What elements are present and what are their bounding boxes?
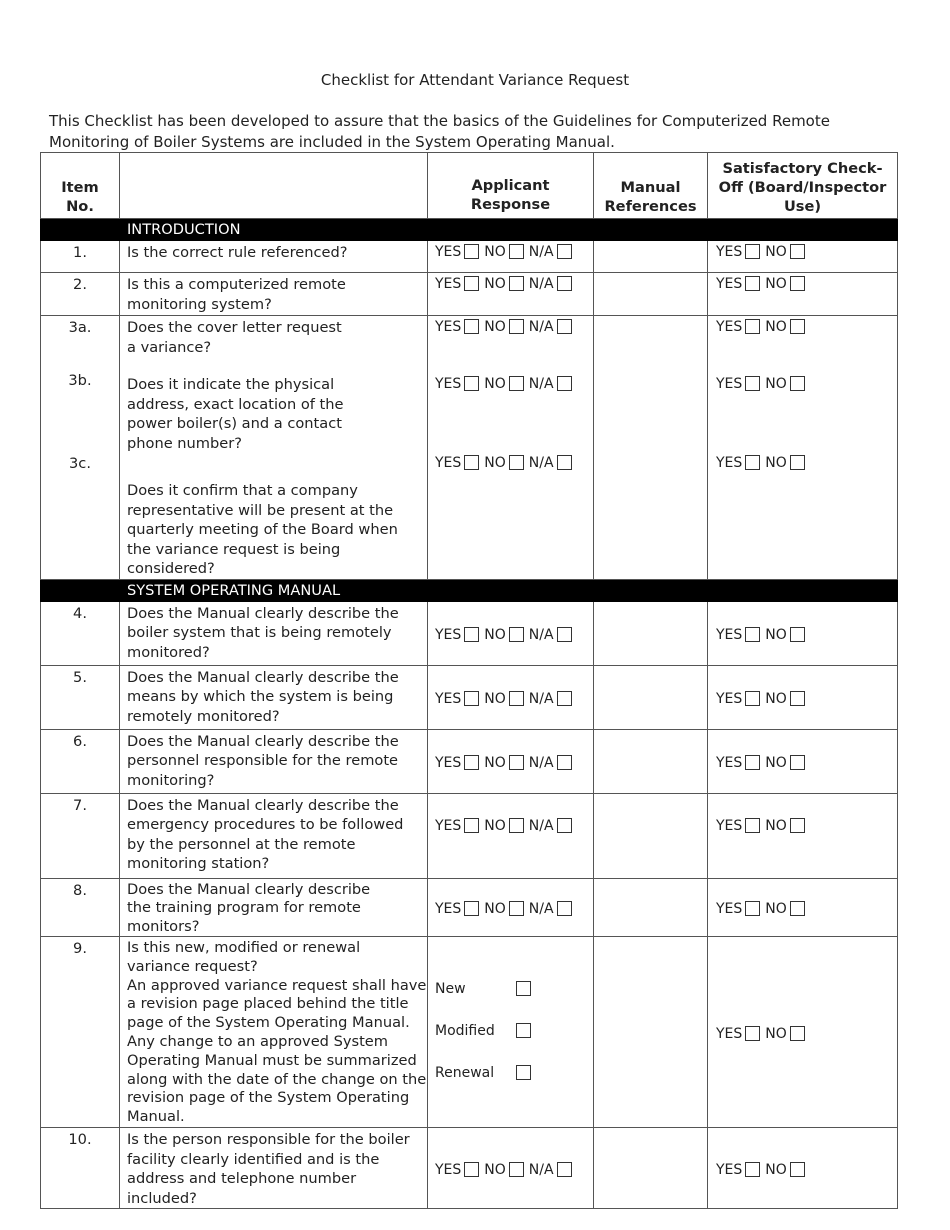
checklist-table [40,152,898,1209]
variance-type-options: New Modified Renewal [428,937,594,1128]
yes-checkbox[interactable] [745,455,760,470]
header-satisfactory: Satisfactory Check-Off (Board/Inspector Use) [708,153,898,219]
yes-checkbox[interactable] [745,1162,760,1177]
yes-checkbox[interactable] [745,276,760,291]
satisfactory-checkoff: YES NO YES NO YES NO [708,316,898,580]
table-row: 10. Is the person responsible for the boiler facility clearly identified and is the address and telephone number included? YES NO N/A YES NO [41,1128,898,1209]
no-checkbox[interactable] [790,1026,805,1041]
applicant-response: YES NO N/A [428,729,594,793]
applicant-response: YES NO N/A [428,1128,594,1209]
no-checkbox[interactable] [790,455,805,470]
na-checkbox[interactable] [557,276,572,291]
manual-reference[interactable] [594,878,708,937]
modified-checkbox[interactable] [516,1023,531,1038]
yes-checkbox[interactable] [464,691,479,706]
na-checkbox[interactable] [557,691,572,706]
satisfactory-checkoff: YES NO [708,601,898,665]
no-checkbox[interactable] [790,376,805,391]
manual-reference[interactable] [594,793,708,878]
no-checkbox[interactable] [509,627,524,642]
manual-reference[interactable] [594,1128,708,1209]
yes-checkbox[interactable] [464,627,479,642]
table-row: 9. Is this new, modified or renewal variance request? An approved variance request shall have a revision page placed behind the title page of the System Operating Manual. Any change to an approved System Operating Manual must be summarized along with the date of the change on the revision page of the System Operating Manual. New Modified Renewal YES NO [41,937,898,1128]
header-row [41,153,898,219]
manual-reference[interactable] [594,241,708,273]
no-checkbox[interactable] [790,627,805,642]
new-checkbox[interactable] [516,981,531,996]
yes-checkbox[interactable] [464,244,479,259]
no-checkbox[interactable] [790,319,805,334]
na-checkbox[interactable] [557,319,572,334]
applicant-response: YES NO N/A [428,273,594,316]
header-item-no: Item No. [41,153,120,219]
no-checkbox[interactable] [790,1162,805,1177]
yes-checkbox[interactable] [464,319,479,334]
section-system-operating-manual: SYSTEM OPERATING MANUAL [41,579,898,601]
no-checkbox[interactable] [790,901,805,916]
yes-checkbox[interactable] [464,1162,479,1177]
applicant-response: YES NO N/A [428,793,594,878]
yes-checkbox[interactable] [745,901,760,916]
yes-checkbox[interactable] [745,244,760,259]
yes-checkbox[interactable] [464,455,479,470]
na-checkbox[interactable] [557,755,572,770]
no-checkbox[interactable] [790,818,805,833]
yes-checkbox[interactable] [745,319,760,334]
no-checkbox[interactable] [509,319,524,334]
satisfactory-checkoff: YES NO [708,729,898,793]
na-checkbox[interactable] [557,455,572,470]
no-checkbox[interactable] [509,818,524,833]
na-checkbox[interactable] [557,818,572,833]
na-checkbox[interactable] [557,627,572,642]
satisfactory-checkoff: YES NO [708,793,898,878]
header-manual: Manual References [594,153,708,219]
table-row: 1. Is the correct rule referenced? YES NO N/A YES NO [41,241,898,273]
na-checkbox[interactable] [557,244,572,259]
no-checkbox[interactable] [509,276,524,291]
manual-reference[interactable] [594,273,708,316]
header-question [120,153,428,219]
no-checkbox[interactable] [509,1162,524,1177]
yes-checkbox[interactable] [464,818,479,833]
table-row: 3a. 3b. 3c. Does the cover letter request a variance? Does it indicate the physical address, exact location of the power boiler(s) and a contact phone number? Does it confirm that a company representative will be present at the quarterly meeting of the Board when the variance request is being considered? YES NO N/A YES NO N/A YES NO N/A YES NO YES NO YES NO [41,316,898,580]
renewal-checkbox[interactable] [516,1065,531,1080]
satisfactory-checkoff: YES NO [708,273,898,316]
satisfactory-checkoff: YES NO [708,878,898,937]
applicant-response: YES NO N/A [428,665,594,729]
no-checkbox[interactable] [509,244,524,259]
no-checkbox[interactable] [509,376,524,391]
yes-checkbox[interactable] [464,901,479,916]
yes-checkbox[interactable] [745,1026,760,1041]
table-row: 5. Does the Manual clearly describe the means by which the system is being remotely monitored? YES NO N/A YES NO [41,665,898,729]
applicant-response: YES NO N/A [428,601,594,665]
table-row: 6. Does the Manual clearly describe the personnel responsible for the remote monitoring? YES NO N/A YES NO [41,729,898,793]
manual-reference[interactable] [594,937,708,1128]
yes-checkbox[interactable] [464,276,479,291]
no-checkbox[interactable] [790,691,805,706]
page-title: Checklist for Attendant Variance Request [320,71,630,89]
satisfactory-checkoff: YES NO [708,1128,898,1209]
manual-reference[interactable] [594,316,708,580]
no-checkbox[interactable] [509,691,524,706]
table-row: 8. Does the Manual clearly describe the training program for remote monitors? YES NO N/A YES NO [41,878,898,937]
yes-checkbox[interactable] [464,376,479,391]
yes-checkbox[interactable] [745,627,760,642]
satisfactory-checkoff: YES NO [708,241,898,273]
manual-reference[interactable] [594,729,708,793]
no-checkbox[interactable] [790,276,805,291]
applicant-response: YES NO N/A [428,241,594,273]
na-checkbox[interactable] [557,901,572,916]
no-checkbox[interactable] [790,244,805,259]
yes-checkbox[interactable] [745,691,760,706]
na-checkbox[interactable] [557,1162,572,1177]
yes-checkbox[interactable] [745,755,760,770]
manual-reference[interactable] [594,665,708,729]
yes-checkbox[interactable] [745,376,760,391]
table-row: 4. Does the Manual clearly describe the boiler system that is being remotely monitored? YES NO N/A YES NO [41,601,898,665]
table-row: 7. Does the Manual clearly describe the emergency procedures to be followed by the personnel at the remote monitoring station? YES NO N/A YES NO [41,793,898,878]
table-row: 2. Is this a computerized remote monitoring system? YES NO N/A YES NO [41,273,898,316]
no-checkbox[interactable] [790,755,805,770]
no-checkbox[interactable] [509,901,524,916]
na-checkbox[interactable] [557,376,572,391]
satisfactory-checkoff: YES NO [708,665,898,729]
header-applicant: Applicant Response [428,153,594,219]
yes-checkbox[interactable] [464,755,479,770]
manual-reference[interactable] [594,601,708,665]
section-introduction: INTRODUCTION [41,219,898,241]
yes-checkbox[interactable] [745,818,760,833]
intro-paragraph: This Checklist has been developed to assure that the basics of the Guidelines for Computerized Remote Monitoring of Boiler Systems are included in the System Operating Manual. [49,112,830,151]
satisfactory-checkoff: YES NO [708,937,898,1128]
no-checkbox[interactable] [509,755,524,770]
applicant-response: YES NO N/A YES NO N/A YES NO N/A [428,316,594,580]
no-checkbox[interactable] [509,455,524,470]
applicant-response: YES NO N/A [428,878,594,937]
